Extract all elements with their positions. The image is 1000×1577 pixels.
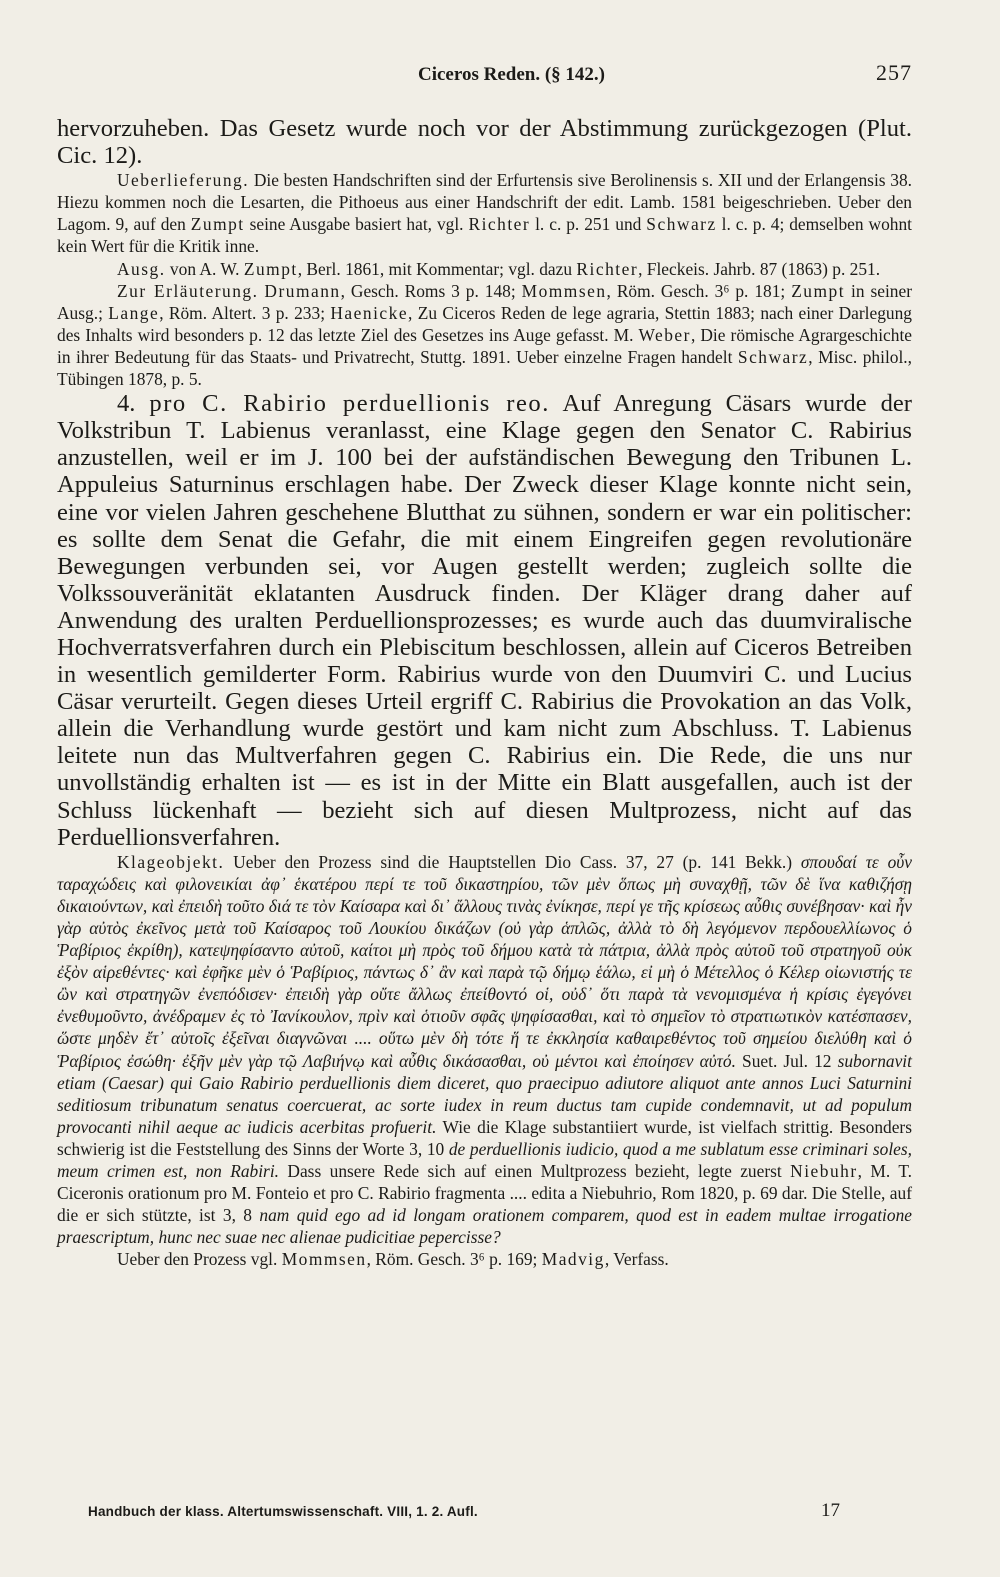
text-run: , Röm. Altert. 3 p. 233; — [159, 302, 331, 323]
text-run: , Zu Ciceros Reden de lege agraria, Stettin 1883; nach einer Darlegung des Inhalts wird besonders p. 12 das letzte Ziel des Gesetzes ins Auge gefasst. M. — [57, 302, 913, 345]
text-run: Auf Anregung Cäsars wurde der Volkstribun T. Labienus veranlasst, eine Klage gegen den Senator C. Rabirius anzustellen, weil er im J. 100 bei der aufständischen Bewegung den Tribunen L. Appuleius Saturninus erschlagen habe. Der Zweck dieser Klage konnte nicht sein, eine vor vielen Jahren geschehene Blutthat zu sühnen, sondern er war ein politischer: es sollte dem Senat die Gefahr, die mit einem Eingreifen gegen revolutionäre Bewegungen verbunden sei, vor Augen gestellt werden; zugleich sollte die Volkssouveränität eklatanten Ausdruck finden. Der Kläger drang daher auf Anwendung des uralten Perduellionsprozesses; es wurde auch das duumviralische Hochverratsverfahren durch ein Plebiscitum beschlossen, allein auf Ciceros Betreiben in wesentlich gemilderter Form. Rabirius wurde von den Duumviri C. und Lucius Cäsar verurteilt. Gegen dieses Urteil ergriff C. Rabirius die Provokation an das Volk, allein die Verhandlung wurde gestört und kam nicht zum Abschluss. T. Labienus leitete nun das Multverfahren gegen C. Rabirius ein. Die Rede, die uns nur unvollständig erhalten ist — es ist in der Mitte ein Blatt ausgefallen, auch ist der Schluss lückenhaft — bezieht sich auf diesen Multprozess, nicht auf das Perduellionsverfahren. — [57, 390, 913, 851]
text-run: , M. T. Ciceronis orationum pro M. Fonteio et pro C. Rabirio fragmenta .... edita a Niebuhrio, Rom 1820, p. 69 dar. Die Stelle, auf die er sich stützte, ist 3, 8 — [57, 1161, 912, 1226]
spaced-name: Zur Erläuterung. — [117, 280, 259, 301]
text-run: Dass unsere Rede sich auf einen Multprozess bezieht, legte zuerst — [279, 1161, 791, 1182]
text-run: Suet. Jul. 12 — [735, 1050, 838, 1071]
page-number: 257 — [876, 60, 912, 85]
spaced-name: Mommsen — [521, 280, 607, 301]
text-run: , Berl. 1861, mit Kommentar; vgl. dazu — [297, 258, 577, 279]
spaced-name: Richter — [576, 258, 639, 279]
spaced-name: Mommsen — [281, 1249, 367, 1270]
latin-quotation: nam quid ego ad id longam orationem comparem, quod est in eadem multae irrogatione praescriptum, hunc nec suae nec alienae pudicitiae pepercisse? — [57, 1205, 912, 1248]
spaced-name: Ausg. — [117, 258, 166, 279]
signature-mark: 17 — [821, 1500, 840, 1521]
spaced-name: Madvig — [541, 1249, 605, 1270]
text-run: , Röm. Gesch. 3⁶ p. 181; — [606, 280, 792, 301]
text-run: l. c. p. 4; demselben wohnt kein Wert für die Kritik inne. — [57, 214, 913, 257]
spaced-name: Haenicke — [330, 302, 409, 323]
section-4-paragraph — [57, 390, 912, 851]
text-run: , Fleckeis. Jahrb. 87 (1863) p. 251. — [638, 258, 881, 279]
text-run: Wie die Klage substantiiert wurde, ist vielfach strittig. Besonders schwierig ist die Feststellung des Sinns der Worte 3, 10 — [57, 1116, 912, 1159]
text-run: , Misc. philol., Tübingen 1878, p. 5. — [57, 346, 912, 390]
page-header — [57, 60, 912, 90]
text-run: 4. — [117, 390, 150, 418]
text-run: l. c. p. 251 und — [530, 214, 647, 235]
text-run: , Verfass. — [604, 1249, 669, 1270]
ausgabe-paragraph — [57, 258, 912, 280]
spaced-name: Drumann — [264, 280, 341, 301]
text-run: seine Ausgabe basiert hat, vgl. — [244, 214, 469, 235]
ueberlieferung-paragraph — [57, 169, 912, 257]
spaced-name: Zumpt — [243, 258, 298, 279]
spaced-name: Ueberlieferung. — [117, 170, 250, 191]
text-run: Die besten Handschriften sind der Erfurtensis sive Berolinensis s. XII und der Erlangensis 38. Hiezu kommen noch die Lesarten, die Pithoeus aus einer Handschrift der edit. Lamb. 1581 beigeschrieben. Ueber den Lagom. 9, auf den — [57, 170, 912, 235]
text-run: , Gesch. Roms 3 p. 148; — [340, 280, 522, 301]
spaced-name: Richter — [468, 214, 531, 235]
greek-quotation: σπουδαί τε οὖν ταραχώδεις καὶ φιλονεικίαι ἀφ᾽ ἑκατέρου περί τε τοῦ δικαστηρίου, τῶν μὲν ὅπως μὴ συναχθῇ, τῶν δὲ ἵνα καθιζήσῃ δικαιούντων, καὶ ἐπειδὴ τοῦτο διά τε τὸν Καίσαρα καὶ δι᾽ ἄλλους τινὰς ἐνίκησε, περί γε τῆς κρίσεως αὖθις συνέβησαν· καὶ ἦν γὰρ αὐτὸς ἐκεῖνος μετὰ τοῦ Καίσαρος τοῦ Λουκίου δικάζων (οὐ γὰρ ἁπλῶς, ἀλλὰ τὸ δὴ λεγόμενον περδουελλίωνος ὁ Ῥαβίριος ἐκρίθη), κατεψηφίσαντο αὐτοῦ, καίτοι μὴ πρὸς τοῦ δήμου κατὰ τὰ πάτρια, ἀλλὰ πρὸς αὐτοῦ τοῦ στρατηγοῦ οὐκ ἐξὸν αἱρεθέντες· καὶ ἐφῆκε μὲν ὁ Ῥαβίριος, πάντως δ᾽ ἂν καὶ παρὰ τῷ δήμῳ ἑάλω, εἰ μὴ ὁ Μέτελλος ὁ Κέλερ οἰωνιστής τε ὢν καὶ στρατηγῶν ἐνεπόδισεν· ἐπειδὴ γὰρ οὔτε ἄλλως ἐπείθοντό οἱ, οὐδ᾽ ὅτι παρὰ τὰ νενομισμένα ἡ κρίσις ἐγεγόνει ἐνεθυμοῦντο, ἀνέδραμεν ἐς τὸ Ἰανίκουλον, πρὶν καὶ ὁτιοῦν σφᾶς ψηφίσασθαι, καὶ τὸ σημεῖον τὸ στρατιωτικὸν κατέσπασεν, ὥστε μηδὲν ἔτ᾽ αὐτοῖς ἐξεῖναι διαγνῶναι .... οὕτω μὲν δὴ τότε ἥ τε ἐκκλησία καθαιρεθέντος τοῦ σημείου διελύθη καὶ ὁ Ῥαβίριος ἐσώθη· ἐξῆν μὲν γὰρ τῷ Λαβιήνῳ καὶ αὖθις δικάσασθαι, οὐ μέντοι καὶ ἐποίησεν αὐτό. — [57, 851, 912, 1071]
spaced-name: Klageobjekt. — [117, 851, 225, 872]
spaced-name: Niebuhr — [790, 1161, 858, 1182]
klageobjekt-paragraph — [57, 851, 912, 1249]
page-body — [57, 115, 912, 1271]
text-run: Ueber den Prozess vgl. — [117, 1249, 282, 1270]
spaced-name: Schwarz — [737, 346, 809, 367]
footer-imprint: Handbuch der klass. Altertumswissenschaft. VIII, 1. 2. Aufl. — [88, 1504, 478, 1519]
spaced-name: pro C. Rabirio perduellionis reo. — [149, 390, 550, 418]
text-run: , Röm. Gesch. 3⁶ p. 169; — [366, 1249, 542, 1270]
latin-quotation: de perduellionis iudicio, quod a me sublatum esse criminari soles, meum crimen est, non Rabiri. — [57, 1138, 913, 1182]
spaced-name: Lange — [108, 302, 160, 323]
page-footer — [88, 1500, 840, 1526]
intro-paragraph — [57, 115, 912, 169]
text-run: hervorzuheben. Das Gesetz wurde noch vor der Abstimmung zurückgezogen (Plut. Cic. 12). — [57, 115, 912, 170]
prozess-paragraph — [57, 1248, 912, 1270]
text-run: in seiner Ausg.; — [57, 280, 912, 323]
spaced-name: Zumpt — [791, 280, 846, 301]
latin-quotation: subornavit etiam (Caesar) qui Gaio Rabirio perduellionis diem diceret, quo praecipuo adiutore aliquot ante annos Luci Saturnini seditiosum tribunatum senatus coercuerat, ac sorte iudex in reum ductus tam cupide condemnavit, ut ad populum provocanti nihil aeque ac iudicis acerbitas profuerit. — [57, 1050, 912, 1137]
erlaeuterung-paragraph — [57, 280, 912, 390]
spaced-name: Zumpt — [190, 214, 245, 235]
text-run: von A. W. — [165, 258, 244, 279]
text-run: , Die römische Agrargeschichte in ihrer Bedeutung für das Staats- und Privatrecht, Stuttg. 1891. Ueber einzelne Fragen handelt — [57, 324, 912, 367]
text-run: Ueber den Prozess sind die Hauptstellen Dio Cass. 37, 27 (p. 141 Bekk.) — [224, 851, 801, 872]
spaced-name: Schwarz — [646, 214, 717, 235]
running-head: Ciceros Reden. (§ 142.) — [418, 64, 605, 85]
spaced-name: Weber — [638, 324, 691, 345]
